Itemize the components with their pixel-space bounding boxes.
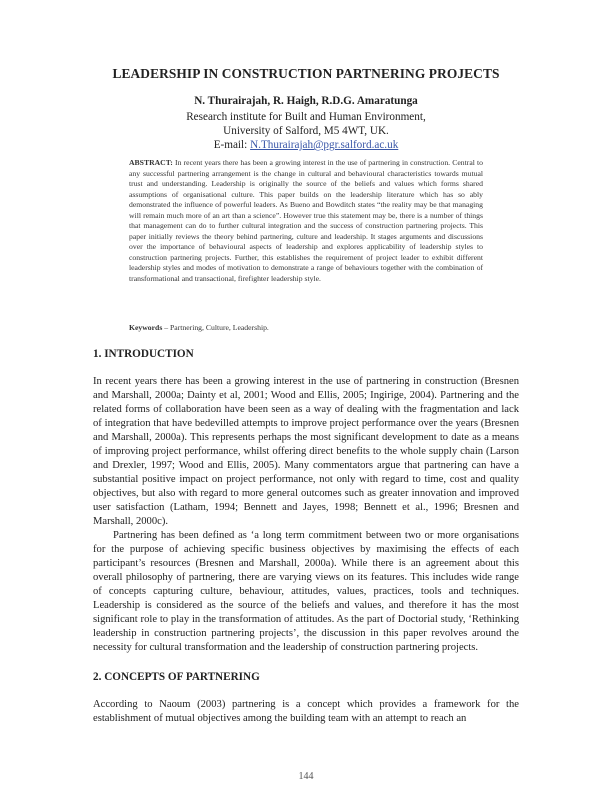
section-body-introduction [93, 375, 519, 655]
email-line [0, 139, 612, 151]
page-number: 144 [298, 771, 314, 782]
section-heading-concepts-of-partnering: 2. CONCEPTS OF PARTNERING [93, 671, 260, 683]
paragraph: In recent years there has been a growing interest in the use of partnering in construction (Bresnen and Marshall, 2000a; Dainty et al, 2001; Wood and Ellis, 2005; Ingirige, 2004). Partnering and the related forms of collaboration have been seen as a way of dealing with the fragmentation and lack of integration that have bedevilled attempts to improve project performance over the years (Bresnen and Marshall, 2000a). This represents perhaps the most significant development to date as a means of improving project performance, whilst offering direct benefits to the whole supply chain (Larson and Drexler, 1997; Wood and Ellis, 2005). Many commentators argue that partnering can have a substantial positive impact on project performance, not only with regard to time, cost and quality objectives, but also with regard to more general outcomes such as greater innovation and improved user satisfaction (Latham, 1994; Bennett and Jayes, 1998; Bennett et al., 1996; Bresnen and Marshall, 2000c). [93, 376, 519, 527]
paragraph: Partnering has been defined as ‘a long term commitment between two or more organisations for the purpose of achieving specific business objectives by maximising the effects of each participant’s resources (Bresnen and Marshall, 2000a). While there is an agreement about this overall philosophy of partnering, there are varying views on its features. This includes wide range of concepts capturing culture, behaviour, attitudes, values, practices, tools and techniques. Leadership is considered as the source of the beliefs and values, and therefore it has the most significant role to play in the transformation of attitudes. As the part of Doctorial study, ‘Rethinking leadership in construction partnering projects’, the discussion in this paper revolves around the necessity for cultural transformation and the leadership of construction partnering projects. [93, 530, 519, 653]
section-body-concepts-of-partnering [93, 698, 519, 726]
paper-title: LEADERSHIP IN CONSTRUCTION PARTNERING PROJECTS [112, 66, 500, 81]
affiliation-line-2: University of Salford, M5 4WT, UK. [223, 125, 389, 137]
abstract-label: ABSTRACT: [129, 158, 173, 167]
affiliation-line-1: Research institute for Built and Human Environment, [186, 111, 426, 123]
abstract-text: In recent years there has been a growing interest in the use of partnering in construction. Central to any successful partnering arrangement is the change in cultural and behavioural characteristics towards mutual trust and understanding. Leadership is originally the source of the beliefs and values which forms shared assumptions of organisational culture. This paper builds on the leadership literature which has so ably demonstrated the influence of powerful leaders. As Bueno and Bowditch states “the reality may be that managing will remain much more of an art than a science”. However true this statement may be, there is a number of things that management can do to further cultural integration and the success of construction partnering projects. This paper initially reviews the theory behind partnering, culture and leadership. It stages arguments and discussions over the importance of behavioural aspects of leadership and explores applicability of leadership styles to construction partnering projects. Further, this establishes the requirement of project leader to exhibit different leadership styles and modes of motivation to demonstrate a range of behaviours together with the combination of transformational and transactional, firefighter leadership style. [129, 158, 484, 283]
keywords-label: Keywords [129, 323, 163, 332]
abstract [129, 158, 483, 284]
author-list: N. Thurairajah, R. Haigh, R.D.G. Amaratunga [194, 95, 418, 107]
paragraph: According to Naoum (2003) partnering is a concept which provides a framework for the establishment of mutual objectives among the building team with an attempt to reach an [93, 699, 519, 724]
email-link[interactable]: N.Thurairajah@pgr.salford.ac.uk [250, 139, 399, 151]
keywords-text: – Partnering, Culture, Leadership. [164, 323, 269, 332]
email-label: E-mail: [213, 139, 248, 151]
keywords [129, 323, 483, 332]
section-heading-introduction: 1. INTRODUCTION [93, 348, 194, 360]
